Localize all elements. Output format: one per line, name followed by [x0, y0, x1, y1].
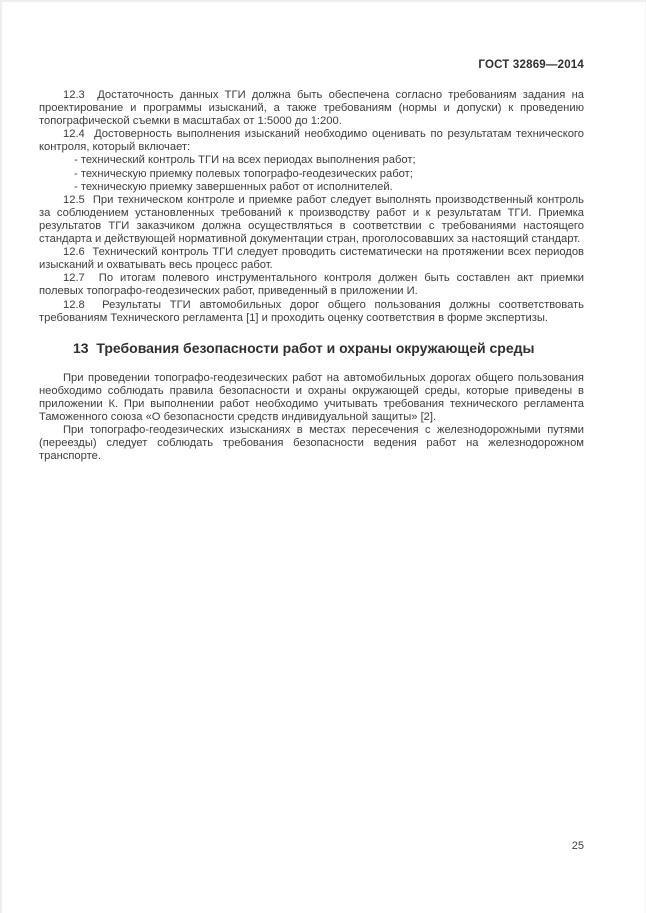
clause-12-8: 12.8 Результаты ТГИ автомобильных дорог общего пользования должны соответствовать требованиям Технического регламента [1] и проходить оценку соответствия в форме экспертизы.: [39, 298, 584, 324]
clause-12-4: 12.4 Достоверность выполнения изысканий необходимо оценивать по результатам технического контроля, который включает:: [39, 128, 584, 154]
control-types-list: [39, 154, 584, 193]
list-item-completed-acceptance: - техническую приемку завершенных работ от исполнителей.: [74, 180, 393, 193]
clause-12-7: 12.7 По итогам полевого инструментального контроля должен быть составлен акт приемки полевых топографо-геодезических работ, приведенный в приложении И.: [39, 272, 584, 298]
section-13-paragraph-1: При проведении топографо-геодезических работ на автомобильных дорогах общего пользования необходимо соблюдать правила безопасности и охраны окружающей среды, которые приведены в приложении К. При выполнении работ необходимо учитывать требования технического регламента Таможенного союза «О безопасности средств индивидуальной защиты» [2].: [39, 371, 584, 423]
list-item-field-acceptance: - техническую приемку полевых топографо-геодезических работ;: [74, 167, 413, 180]
doc-code-header: ГОСТ 32869—2014: [478, 59, 584, 71]
clause-12-6: 12.6 Технический контроль ТГИ следует проводить систематически на протяжении всех периодов изысканий и охватывать весь процесс работ.: [39, 246, 584, 272]
list-item-technical-control: - технический контроль ТГИ на всех периодах выполнения работ;: [74, 154, 416, 167]
clause-12-5: 12.5 При техническом контроле и приемке работ следует выполнять производственный контроль за соблюдением установленных требований к производству работ и к результатам ТГИ. Приемка результатов ТГИ заказчиком должна осуществляться в соответствии с требованиями настоящего стандарта и действующей нормативной документации стран, проголосовавших за настоящий стандарт.: [39, 193, 584, 246]
page-number: 25: [571, 840, 584, 852]
page-body: [39, 89, 584, 463]
section-13-paragraph-2: При топографо-геодезических изысканиях в местах пересечения с железнодорожными путями (переезды) следует соблюдать требования безопасности ведения работ на железнодорожном транспорте.: [39, 424, 584, 463]
section-13-heading: 13 Требования безопасности работ и охраны окружающей среды: [73, 339, 535, 356]
clause-12-3: 12.3 Достаточность данных ТГИ должна быть обеспечена согласно требованиям задания на проектирование и программы изысканий, а также требованиям (нормы и допуски) к проведению топографической съемки в масштабах от 1:5000 до 1:200.: [39, 89, 584, 128]
